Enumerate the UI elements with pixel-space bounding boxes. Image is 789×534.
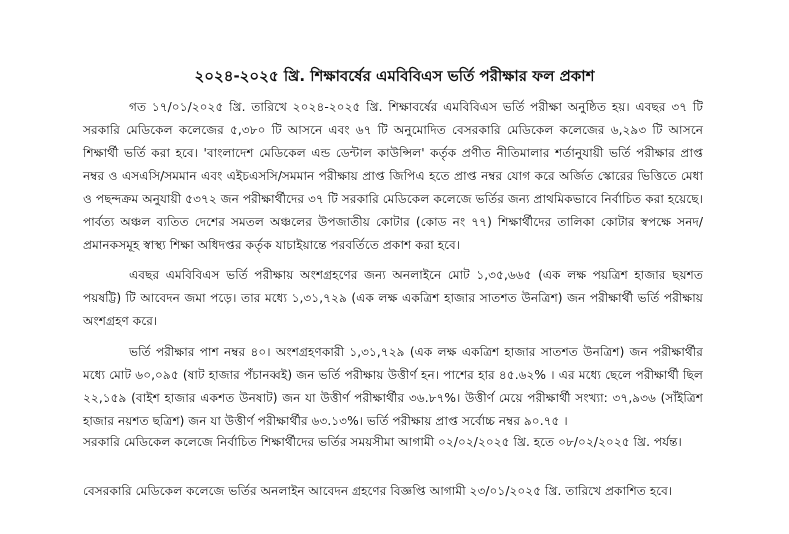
paragraph-exam-overview: গত ১৭/০১/২০২৫ খ্রি. তারিখে ২০২৪-২০২৫ খ্রি. শিক্ষাবর্ষের এমবিবিএস ভর্তি পরীক্ষা অনুষ্ঠিত হয়। এবছর ৩৭ টি সরকারি মেডিকেল কলেজের ৫,৩৮০ টি আসনে এবং ৬৭ টি অনুমোদিত বেসরকারি মেডিকেল কলেজের ৬,২৯৩ টি আসনে শিক্ষার্থী ভর্তি করা হবে। 'বাংলাদেশ মেডিকেল এন্ড ডেন্টাল কাউন্সিল' কর্তৃক প্রণীত নীতিমালার শর্তানুযায়ী ভর্তি পরীক্ষার প্রাপ্ত নম্বর ও এসএসি/সমমান এবং এইচএসসি/সমমান পরীক্ষায় প্রাপ্ত জিপিএ হতে প্রাপ্ত নম্বর যোগ করে অর্জিত স্কোরের ভিত্তিতে মেধা ও পছন্দক্রম অনুযায়ী ৫৩৭২ জন পরীক্ষার্থীদের ৩৭ টি সরকারি মেডিকেল কলেজে ভর্তির জন্য প্রাথমিকভাবে নির্বাচিত করা হয়েছে। পার্বত্য অঞ্চল ব্যতিত দেশের সমতল অঞ্চলের উপজাতীয় কোটার (কোড নং ৭৭) শিক্ষার্থীদের তালিকা কোটার স্বপক্ষে সনদ/প্রমানকসমূহ স্বাস্থ্য শিক্ষা অধিদপ্তর কর্তৃক যাচাইয়ান্তে পরবর্তিতে প্রকাশ করা হবে। [83,100,703,252]
paragraph-applications: এবছর এমবিবিএস ভর্তি পরীক্ষায় অংশগ্রহণের জন্য অনলাইনে মোট ১,৩৫,৬৬৫ (এক লক্ষ পয়ত্রিশ হাজার ছয়শত পয়ষট্টি) টি আবেদন জমা পড়ে। তার মধ্যে ১,৩১,৭২৯ (এক লক্ষ একত্রিশ হাজার সাতশত উনত্রিশ) জন পরীক্ষার্থী ভর্তি পরীক্ষায় অংশগ্রহণ করে। [83,268,703,328]
paragraph-pass-statistics: ভর্তি পরীক্ষার পাশ নম্বর ৪০। অংশগ্রহণকারী ১,৩১,৭২৯ (এক লক্ষ একত্রিশ হাজার সাতশত উনত্রিশ) জন পরীক্ষার্থীর মধ্যে মোট ৬০,০৯৫ (ষাট হাজার পঁচানব্বই) জন ভর্তি পরীক্ষায় উত্তীর্ণ হন। পাশের হার ৪৫.৬২% । এর মধ্যে ছেলে পরীক্ষার্থী ছিল ২২,১৫৯ (বাইশ হাজার একশত উনষাট) জন যা উত্তীর্ণ পরীক্ষার্থীর ৩৬.৮৭%। উত্তীর্ণ মেয়ে পরীক্ষার্থী সংখ্যা: ৩৭,৯৩৬ (সাঁইত্রিশ হাজার নয়শত ছত্রিশ) জন যা উত্তীর্ণ পরীক্ষার্থীর ৬৩.১৩%। ভর্তি পরীক্ষায় প্রাপ্ত সর্বোচ্চ নম্বর ৯০.৭৫ । [83,345,703,428]
page-title: ২০২৪-২০২৫ খ্রি. শিক্ষাবর্ষের এমবিবিএস ভর্তি পরীক্ষার ফল প্রকাশ [194,67,595,85]
paragraph-admission-deadline: সরকারি মেডিকেল কলেজে নির্বাচিত শিক্ষার্থীদের ভর্তির সময়সীমা আগামী ০২/০২/২০২৫ খ্রি. হতে ০৮/০২/২০২৫ খ্রি. পর্যন্ত। [83,435,682,449]
paragraph-private-college-notice: বেসরকারি মেডিকেল কলেজে ভর্তির অনলাইন আবেদন গ্রহণের বিজ্ঞপ্তি আগামী ২৩/০১/২০২৫ খ্রি. তারিখে প্রকাশিত হবে। [83,484,673,498]
